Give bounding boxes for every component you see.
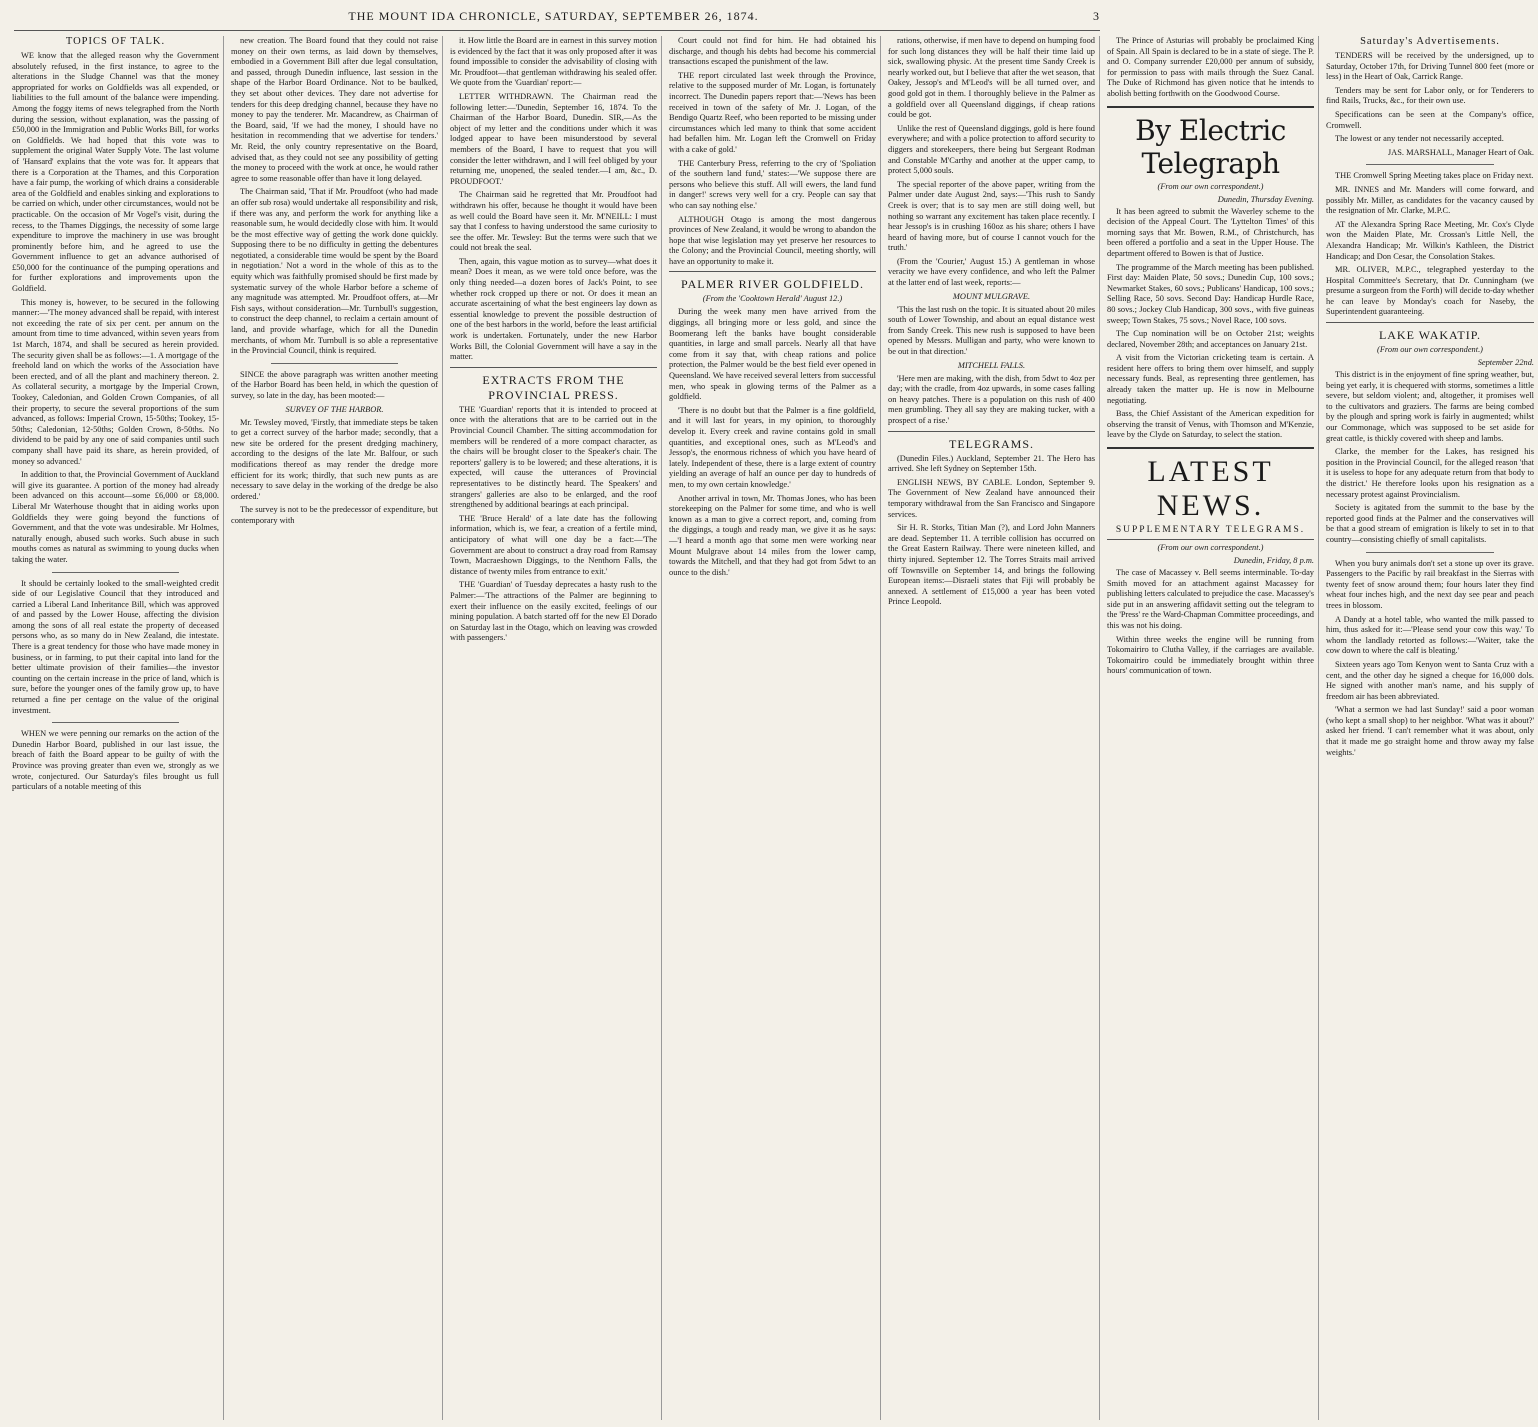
- article-paragraph: Within three weeks the engine will be running from Tokomairiro to Clutha Valley, if the carriages are available. Tokomairiro could be immediately brought within three hours' communication of town.: [1107, 634, 1314, 676]
- article-paragraph: Sixteen years ago Tom Kenyon went to Santa Cruz with a cent, and the other day he signed a cheque for 16,000 dols. He signed with another man's name, and his supply of freedom air has been abbreviated.: [1326, 659, 1534, 701]
- column-6: [1107, 36, 1319, 1420]
- article-paragraph: Unlike the rest of Queensland diggings, gold is here found everywhere; and with a police protection to afford security to diggers and storekeepers, there being but Sergeant Rodman and Constable M'Carthy and another at the upper camp, to protect 5,000 souls.: [888, 123, 1095, 176]
- latest-news-heading: LATEST NEWS.: [1107, 447, 1314, 523]
- article-paragraph: The case of Macassey v. Bell seems interminable. To-day Smith moved for an attachment against Macassey for publishing letters calculated to prejudice the case. Macassey's side put in an answering affidavit setting out the telegram to the 'Press' re the Ward-Chapman Committee proceedings, and this was not his doing.: [1107, 568, 1314, 630]
- article-paragraph: THE 'Guardian' of Tuesday deprecates a hasty rush to the Palmer:—'The attractions of the Palmer are beginning to exert their influence on the easily excited, feelings of our mining population. A batch started off for the new El Dorado on Saturday last in the Otago, which on leaving was crowded with passengers.': [450, 580, 657, 643]
- article-paragraph: The Chairman said he regretted that Mr. Proudfoot had withdrawn his offer, because he thought it would have been as well could the Board have seen it. Mr. M'NEILL: I must say that I confess to having understood the same curiosity to see the offer. Mr. Tewsley: But the terms were such that we could not break the seal.: [450, 190, 657, 253]
- extracts-heading: EXTRACTS FROM THE PROVINCIAL PRESS.: [450, 367, 657, 403]
- article-paragraph: WE know that the alleged reason why the Government absolutely refused, in the first instance, to agree to the alterations in the Sludge Channel was that the money appropriated for works on Goldfields was all expended, or liabilities to the full amount of the balance were impending. Among the foggy items of news telegraphed from the North during the session, without explanation, was the passing of £50,000 in the Immigration and Public Works Bill, for works on Goldfields. We had hoped that this vote was to supplement the original Water Supply Vote. The last volume of 'Hansard' explains that the vote was for. It appears that there is a Corporation at the Thames, and this Corporation have a fair pump, the working of which drains a considerable area of the Goldfield and enables sinking and explorations to be carried on which, under other circumstances, would not be practicable. On the occasion of Mr Vogel's visit, during the recess, to the Thames Diggings, the necessity of some large expenditure to improve the machinery in use was brought prominently before him, and he agreed to use the Government influence to get an advance authorised of £50,000 for the continuance of the pumping operations and for further explorations and improvements upon the Goldfield.: [12, 51, 219, 294]
- correspondent-note: (From our own correspondent.): [1377, 345, 1483, 355]
- article-paragraph: 'There is no doubt but that the Palmer is a fine goldfield, and it will last for years, in my opinion, to thoroughly develop it. Every creek and ravine contains gold in small quantities, and exceptional ones, such as M'Leod's and Jessop's, the enormous richness of which you have heard of lately. Independent of these, there is a large extent of country yielding an average of half an ounce per day to hundreds of men, to my own certain knowledge.': [669, 405, 876, 489]
- article-paragraph: 'Here men are making, with the dish, from 5dwt to 4oz per day; with the cradle, from 4oz upwards, in some cases falling on heavy patches. There is a population on this rush of 400 men grumbling. They all say they are making tucker, with a prospect of a rise.': [888, 373, 1095, 425]
- advert-signature: JAS. MARSHALL, Manager Heart of Oak.: [1387, 147, 1534, 157]
- article-paragraph: Another arrival in town, Mr. Thomas Jones, who has been storekeeping on the Palmer for some time, and who is well known as a man to give a correct report, and, coming from the diggings, a tough and ready man, we give it as he says:—'I heard a month ago that some men were working near Mount Mulgrave about 14 miles from the lower camp, towards the Mitchell, and that they had got from 5dwt to an ounce to the dish.': [669, 493, 876, 577]
- article-paragraph: The Chairman said, 'That if Mr. Proudfoot (who had made an offer sub rosa) would undertake all responsibility and risk, if there was any, and perform the work for anything like a reasonable sum, he would decidedly close with him. It would be the most effective way of getting the work done quickly. Supposing there to be no difficulty in getting the debentures negotiated, a considerable time would be spent by the Board in negotiation.' Not a word in the whole of this as to the equity which was faithfully promised should be first made by systematic survey of the whole Harbor before a scheme of any magnitude was attempted. Mr. Proudfoot offers, at—Mr Fish says, without consideration—Mr. Turnbull's suggestion, to construct the deep channel, to reclaim a certain amount of land, and provide wharfage, which for all the Dunedin merchants, of whom Mr. Turnbull is so able a representative in the Provincial Council, think is required.: [231, 187, 438, 356]
- article-paragraph: This district is in the enjoyment of fine spring weather, but, being yet early, it is chequered with storms, sometimes a little severe, but seldom violent; and, altogether, it promises well to the cultivators and graziers. The farms are being combed by the plough and spring work is fairly in augmented; whilst our Commonage, which was supposed to be set aside for great cattle, is thickly covered with sheep and lambs.: [1326, 370, 1534, 443]
- lake-wakatip-heading: LAKE WAKATIP.: [1326, 322, 1534, 343]
- page-number: 3: [1093, 8, 1100, 23]
- article-paragraph: It has been agreed to submit the Waverley scheme to the decision of the Appeal Court. The 'Lyttelton Times' of this morning says that Mr. Bowen, R.M., of Christchurch, has been offered a portfolio and a seat in the Upper House. The department offered to Bowen is that of Justice.: [1107, 206, 1314, 258]
- columns: [12, 36, 1534, 1420]
- article-paragraph: THE 'Bruce Herald' of a late date has the following information, which is, we fear, a creation of a fertile mind, anticipatory of what will one day be a fact:—'The Government are about to construct a dray road from Ramsay Town, Macraeshown Diggings, to the Nenthorn Falls, the distance of twenty miles from entrance to exit.': [450, 513, 657, 576]
- correspondent-note: (From our own correspondent.): [1157, 543, 1264, 553]
- article-paragraph: The programme of the March meeting has been published. First day: Maiden Plate, 50 sovs.; Dunedin Cup, 100 sovs.; Newmarket Stakes, 60 sovs.; Publicans' Handicap, 100 sovs.; Selling Race, 50 sovs. Second Day: Handicap Hurdle Race, 80 sovs.; Jockey Club Handicap, 300 sovs., with five guineas sweep; Town Stakes, 75 sovs.; Novel Race, 100 sovs.: [1107, 262, 1314, 325]
- article-paragraph: Bass, the Chief Assistant of the American expedition for observing the transit of Venus, with Thomson and M'Kenzie, leave by the Clyde on Saturday, to select the station.: [1107, 409, 1314, 440]
- supplementary-heading: SUPPLEMENTARY TELEGRAMS.: [1107, 525, 1314, 540]
- palmer-heading: PALMER RIVER GOLDFIELD.: [669, 271, 876, 292]
- article-paragraph: rations, otherwise, if men have to depend on humping food for such long distances they will be half their time laid up sick, swallowing physic. At the present time Sandy Creek is nearly worked out, but I believe that after the wet season, that Oakey, Jessop's and M'Leod's will be all turned over, and good gold got in them. I thoroughly believe in the Palmer as a goldfield over all Queensland diggings, if cheap rations could be got.: [888, 36, 1095, 120]
- article-paragraph: ALTHOUGH Otago is among the most dangerous provinces of New Zealand, it would be wrong to abandon the hope that wise legislation may yet preserve her resources to the Colony; and the Provincial Council, meeting shortly, will have an opportunity to make it.: [669, 214, 876, 266]
- dateline: Dunedin, Friday, 8 p.m.: [1233, 556, 1314, 566]
- masthead-title: THE MOUNT IDA CHRONICLE, SATURDAY, SEPTEMBER 26, 1874.: [348, 8, 759, 23]
- column-4: [669, 36, 881, 1420]
- article-paragraph: MR. INNES and Mr. Manders will come forward, and possibly Mr. Miller, as candidates for the vacancy caused by the resignation of Mr. Clarke, M.P.C.: [1326, 184, 1534, 216]
- article-paragraph: A Dandy at a hotel table, who wanted the milk passed to him, thus asked for it:—'Please send your cow this way.' To whom the landlady retorted as follows:—'Waiter, take the cow down to where the calf is bleating.': [1326, 614, 1534, 656]
- article-paragraph: THE Cromwell Spring Meeting takes place on Friday next.: [1335, 171, 1534, 181]
- section-divider: [271, 363, 398, 364]
- topics-heading: TOPICS OF TALK.: [65, 36, 166, 47]
- article-paragraph: The special reporter of the above paper, writing from the Palmer under date August 2nd, says:—'This rush to Sandy Creek is over; that is to say men are still doing well, but nothing so warrant any excitement has taken place recently. I hear Jessop's is in crushing 160oz as his share; others I have heard of having more, but of course I cannot vouch for the truth.': [888, 179, 1095, 253]
- article-paragraph: THE report circulated last week through the Province, relative to the supposed murder of Mr. Logan, is fortunately incorrect. The Dunedin papers report that:—'News has been received in town of the safety of Mr. J. Logan, of the Bendigo Quartz Reef, who been reported to be missing under circumstances which led many to think that some accident had befallen him. Mr. Logan left the Cromwell on Friday with a cake of gold.': [669, 70, 876, 154]
- section-divider: [1366, 552, 1494, 553]
- article-paragraph: Clarke, the member for the Lakes, has resigned his position in the Provincial Council, for the alleged reason 'that it is useless to hope for any adequate return from that body to the district.' He therefore looks upon his resignation as a necessary protest against Provincialism.: [1326, 447, 1534, 499]
- advert-paragraph: Tenders may be sent for Labor only, or for Tenderers to find Rails, Trucks, &c., for their own use.: [1326, 85, 1534, 106]
- article-paragraph: THE 'Guardian' reports that it is intended to proceed at once with the alterations that are to be carried out in the Provincial Council Chamber. The sitting accommodation for members will be rendered of a more compact character, as the chairs will be brought closer to the Speaker's chair. The reporters' gallery is to be lowered; and these alterations, it is expected, will cause the utterances of Provincial representatives to be distinctly heard. The Speakers' and strangers' galleries are also to be enlarged, and the roof strengthened by additional bearings at each principal.: [450, 404, 657, 510]
- advert-paragraph: Specifications can be seen at the Company's office, Cromwell.: [1326, 109, 1534, 130]
- palmer-source: (From the 'Cooktown Herald' August 12.): [702, 294, 843, 304]
- article-paragraph: SINCE the above paragraph was written another meeting of the Harbor Board has been held, in which the question of survey, so late in the day, has been mooted:—: [231, 369, 438, 400]
- column-7: [1326, 36, 1538, 1420]
- article-paragraph: The Prince of Asturias will probably be proclaimed King of Spain. All Spain is declared to be in a state of siege. The P. and O. Company surrender £20,000 per annum of subsidy, for permission to pass with mails through the Suez Canal. The Duke of Richmond has given notice that he intends to abolish betting forthwith on the Goodwood Course.: [1107, 36, 1314, 98]
- article-paragraph: MR. OLIVER, M.P.C., telegraphed yesterday to the Hospital Committee's Secretary, that Dr. Cunningham (we presume a surgeon from the Forth) will decide to-day whether he can leave by Monday's coach for Naseby, the Superintendent guaranteeing.: [1326, 265, 1534, 317]
- column-1: [12, 36, 224, 1420]
- electric-telegraph-heading: By Electric Telegraph: [1107, 106, 1314, 180]
- article-paragraph: When you bury animals don't set a stone up over its grave. Passengers to the Pacific by rail breakfast in the Sierras with twenty feet of snow around them; four hours later they find wheat four inches high, and the next day see pear and peach trees in blossom.: [1326, 558, 1534, 610]
- article-paragraph: 'This the last rush on the topic. It is situated about 20 miles south of Lower Township, and about an equal distance west from Sandy Creek. This new rush is supposed to have been opened by Messrs. Mulligan and party, who were known to be out in that direction.': [888, 304, 1095, 357]
- subheading: SURVEY OF THE HARBOR.: [285, 404, 384, 414]
- section-divider: [52, 572, 179, 573]
- article-paragraph: A visit from the Victorian cricketing team is certain. A resident here offers to bring them over himself, and supply necessary funds. Beal, as representing three gentlemen, has already taken the matter up. He is now in Melbourne negotiating.: [1107, 353, 1314, 405]
- article-paragraph: THE Canterbury Press, referring to the cry of 'Spoliation of the southern land fund,' states:—'We suppose there are persons who believe this stuff. All will ewers, the land fund in danger!' screws very well for a cry. People can say that who can say nothing else.': [669, 158, 876, 210]
- article-paragraph: WHEN we were penning our remarks on the action of the Dunedin Harbor Board, published in our last issue, the breach of faith the Board appear to be guilty of with the Province was proving greater than even we, strongly as we wrote, conjectured. Our Saturday's files brought us full particulars of a notable meeting of this: [12, 729, 219, 792]
- article-paragraph: This money is, however, to be secured in the following manner:—'The money advanced shall be repaid, with interest not exceeding the rate of six per cent. per annum on the amount from time to time advanced, within seven years from 1st March, 1874, and shall be secured as herein provided. The security given shall be as follows:—1. A mortgage of the freehold land on which the works of the Association have been erected, and of all the plant and machinery thereon. 2. As collateral security, a mortgage by the Imperial Crown, Tookey, Caledonian, and Golden Crown Companies, of all their property, to secure the several proportions of the sum advanced, as follows: Imperial Crown, 15-50ths; Tookey, 15-50ths; Caledonian, 12-50ths; Golden Crown, 8-50ths. No dividend to be paid by any one of said companies until such company shall have paid its share, as herein provided, of money so advanced.': [12, 297, 219, 466]
- article-paragraph: Society is agitated from the summit to the base by the reported good finds at the Palmer and the conservatives will be that a good stream of emigration is likely to set in to that country—consisting chiefly of small capitalists.: [1326, 503, 1534, 544]
- article-paragraph: Court could not find for him. He had obtained his discharge, and though his debts had become his commercial transactions escaped the punishment of the law.: [669, 36, 876, 67]
- article-paragraph: Mr. Tewsley moved, 'Firstly, that immediate steps be taken to get a correct survey of the harbor made; secondly, that a new site be ordered for the present dredging machinery, according to the designs of the late Mr. Balfour, or such modifications thereof as may render the dredge more efficient for its work; thirdly, that such new punts as are necessary to save delay in the working of the dredge be also ordered.': [231, 417, 438, 501]
- section-divider: [1366, 164, 1494, 165]
- article-paragraph: (From the 'Courier,' August 15.) A gentleman in whose veracity we have every confidence, and who left the Palmer at the latter end of last week, reports:—: [888, 256, 1095, 288]
- article-paragraph: (Dunedin Files.) Auckland, September 21. The Hero has arrived. She left Sydney on September 15th.: [888, 453, 1095, 474]
- article-paragraph: During the week many men have arrived from the diggings, all bringing more or less gold, and since the Boomerang left the banks have bought considerable quantities, in large and small parcels. Nearly all that have come from it say that, with cheap rations and police protection, the Palmer would be the best field ever opened in Queensland. We have received several letters from successful men, who speak in glowing terms of the Palmer as a goldfield.: [669, 307, 876, 402]
- advert-paragraph: TENDERS will be received by the undersigned, up to Saturday, October 17th, for Driving Tunnel 800 feet (more or less) in the Heart of Oak, Carrick Range.: [1326, 51, 1534, 82]
- article-paragraph: The survey is not to be the predecessor of expenditure, but contemporary with: [231, 505, 438, 525]
- telegrams-heading: TELEGRAMS.: [888, 431, 1095, 452]
- advert-paragraph: The lowest or any tender not necessarily accepted.: [1335, 134, 1504, 144]
- article-paragraph: AT the Alexandra Spring Race Meeting, Mr. Cox's Clyde won the Maiden Plate, Mr. Crossan's Little Nell, the Alexandra Handicap; Mr. Wilkin's Kathleen, the District Handicap; and Don Cesar, the Consolation Stakes.: [1326, 219, 1534, 261]
- article-paragraph: The Cup nomination will be on October 21st; weights declared, November 28th; and acceptances on January 21st.: [1107, 329, 1314, 349]
- column-2: [231, 36, 443, 1420]
- article-paragraph: Then, again, this vague motion as to survey—what does it mean? Does it mean, as we were told once before, was the only thing needed—a dozen bores of Jack's Point, to see whether rock cropped up there or not. Or does it mean an accurate ascertaining of what the best engineers lay down as essential knowledge to prevent the possible destruction of one of the best harbors in the world, before the least artificial work is undertaken. Fortunately, under the new Harbor Works Bill, the Colonial Government will have a say in the matter.: [450, 256, 657, 362]
- section-divider: [52, 722, 179, 723]
- advertisements-heading: Saturday's Advertisements.: [1360, 36, 1500, 47]
- correspondent-note: (From our own correspondent.): [1157, 181, 1264, 191]
- masthead: [14, 2, 1100, 31]
- article-paragraph: In addition to that, the Provincial Government of Auckland will give its guarantee. A portion of the money had already been advanced on this account—some £6,000 or £8,000. Liberal Mr Waterhouse thought that in aiding works upon Goldfields they were going beyond the functions of Government, and that the vote was undesirable. Mr Holmes, naturally enough, abused such works. Such abuse in such mouths comes as natural as swimming to young ducks when taking the water.: [12, 470, 219, 564]
- column-5: [888, 36, 1100, 1420]
- dateline: September 22nd.: [1477, 358, 1534, 368]
- article-paragraph: Sir H. R. Storks, Titian Man (?), and Lord John Manners are dead. September 11. A terrible collision has occurred on the Great Eastern Railway. There were nineteen killed, and thirty injured. September 12. The Torres Straits mail arrived off Townsville on September 14, and brings the following European items:—Disraeli states that Fiji will probably be annexed. A settlement of £15,000 a year has been voted Prince Leopold.: [888, 523, 1095, 607]
- article-paragraph: new creation. The Board found that they could not raise money on their own terms, as laid down by themselves, embodied in a Government Bill after due legal consultation, and passed, through Dunedin influence, last session in the shape of the Harbor Board Ordinance. Not to be baulked, they set about other devices. They dare not advertise for tenders for this deep dredging channel, because they have no money to pay the tenderer. Mr. Macandrew, as Chairman of the Board, said, 'If we had the money, I should have no hesitation in recommending that we advertise for tenders.' Mr. Reid, the only country representative on the Board, advised that, as they could not see any possibility of getting the money to proceed with the work at once, he would rather agree to some reasonable offer than have it long delayed.: [231, 36, 438, 183]
- subheading: MITCHELL FALLS.: [957, 360, 1026, 370]
- article-paragraph: it. How little the Board are in earnest in this survey motion is evidenced by the fact that it was only proposed after it was found impossible to consider the advisability of closing with Mr. Proudfoot—that gentleman withdrawing his sealed offer. We quote from the 'Guardian' report:—: [450, 36, 657, 88]
- dateline: Dunedin, Thursday Evening.: [1217, 194, 1314, 204]
- subheading: MOUNT MULGRAVE.: [952, 291, 1031, 301]
- article-paragraph: ENGLISH NEWS, BY CABLE. London, September 9. The Government of New Zealand have announced their temporary withdrawal from the San Francisco and Singapore services.: [888, 477, 1095, 519]
- article-paragraph: 'What a sermon we had last Sunday!' said a poor woman (who kept a small shop) to her neighbor. 'What was it about?' asked her friend. 'I can't remember what it was about, only that it made me go straight home and throw away my false weights.': [1326, 705, 1534, 757]
- article-paragraph: It should be certainly looked to the small-weighted credit side of our Legislative Council that they introduced and carried a Liberal Land Inheritance Bill, which was approved of and passed by the Lower House, affecting the division among the sons of all real estate the property of deceased persons who, as so many do in New Zealand, die intestate. There is a great tendency for those who have made money in business, or in farming, to put their capital into land for the better ultimate provision of their families—the investor counting on the certain increase in the price of land, which is sure, before the younger ones of the family grow up, to have returned a fine per centage on the value of the original investment.: [12, 578, 219, 715]
- column-3: [450, 36, 662, 1420]
- letter-paragraph: LETTER WITHDRAWN. The Chairman read the following letter:—'Dunedin, September 16, 1874. To the Chairman of the Harbor Board, Dunedin. SIR,—As the object of my letter and the conditions under which it was lodged appear to have been misunderstood by several members of the Board, I have to request that you will consider the letter withdrawn, and I will feel obliged by your returning me, unopened, the sealed tender.—I am, &c., D. PROUDFOOT.': [450, 91, 657, 186]
